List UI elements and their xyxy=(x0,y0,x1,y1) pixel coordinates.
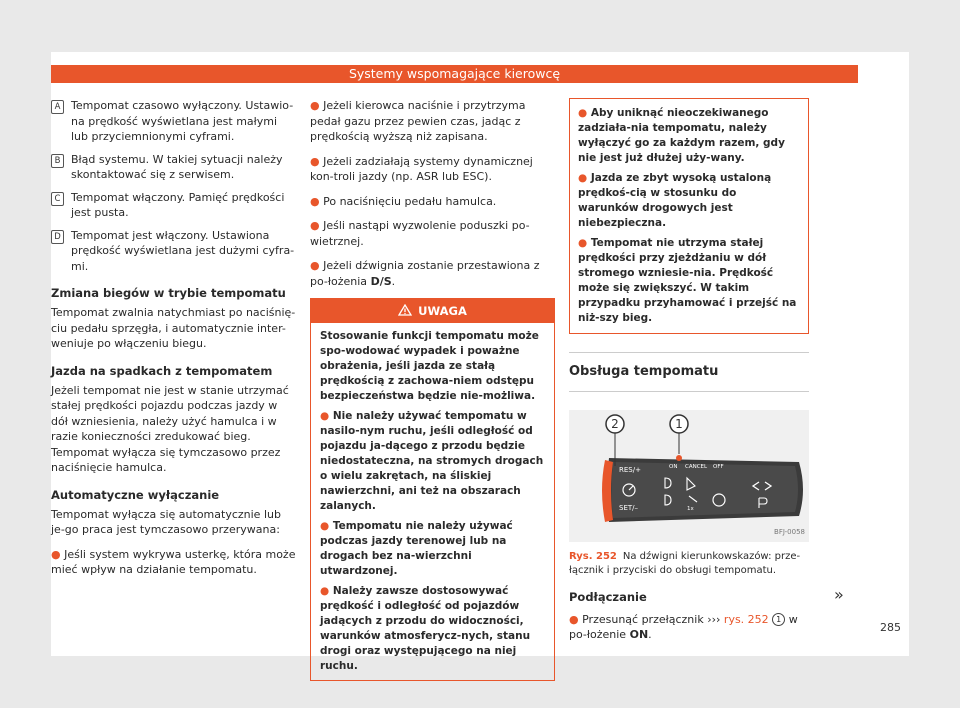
step-text-mid: w po-łożenie xyxy=(569,612,798,641)
bullet-text: Po naciśnięciu pedału hamulca. xyxy=(323,194,497,208)
cruise-lever-illustration xyxy=(569,410,809,542)
legend-item-b xyxy=(51,152,296,183)
legend-text: Błąd systemu. W takiej sytuacji należy skontaktować się z serwisem. xyxy=(71,152,283,181)
bullet-item xyxy=(310,218,555,249)
warning-bullet xyxy=(320,409,546,514)
bullet-icon: ● xyxy=(310,154,320,168)
header-title: Systemy wspomagające kierowcę xyxy=(348,66,561,81)
switch-position: ON xyxy=(629,628,649,641)
set-minus-label: SET/– xyxy=(619,504,639,512)
bullet-icon: ● xyxy=(578,237,588,249)
step-end: . xyxy=(648,628,652,641)
letter-badge: C xyxy=(51,192,64,206)
on-label: ON xyxy=(669,464,678,470)
warning-box-continued xyxy=(569,98,809,334)
legend-text: Tempomat jest włączony. Ustawiona prędkość wyświetlana jest dużymi cyfra-mi. xyxy=(71,228,295,273)
bullet-icon: ● xyxy=(578,172,588,184)
bullet-icon: ● xyxy=(310,219,320,232)
warning-bullet xyxy=(320,519,546,579)
gear-position-value: D/S xyxy=(370,274,392,288)
figure-code: BFJ-0058 xyxy=(774,527,805,536)
warning-bullet xyxy=(578,236,800,326)
warning-header xyxy=(311,299,554,323)
legend-text: Tempomat czasowo wyłączony. Ustawio-na prędkość wyświetlana jest małymi lub przyciemnionymi cyframi. xyxy=(71,99,294,143)
legend-item-c xyxy=(51,190,296,221)
bullet-item xyxy=(310,154,555,185)
cancel-label: CANCEL xyxy=(685,464,708,470)
page-number: 285 xyxy=(880,621,901,634)
warning-bullet xyxy=(320,584,546,674)
press-once-label: 1x xyxy=(687,506,694,512)
paragraph-auto-off: Tempomat wyłącza się automatycznie lub je-go praca jest tymczasowo przerywana: xyxy=(51,507,281,536)
heading-auto-off: Automatyczne wyłączanie xyxy=(51,487,220,502)
subheading-connect: Podłączanie xyxy=(569,590,647,604)
figure-reference-link[interactable]: rys. 252 xyxy=(723,612,769,626)
bullet-text: Jeżeli zadziałają systemy dynamicznej kon-troli jazdy (np. ASR lub ESC). xyxy=(310,154,533,183)
bullet-icon: ● xyxy=(569,612,579,626)
warning-bullet xyxy=(578,106,800,166)
bullet-text: Jeżeli dźwignia zostanie przestawiona z po-łożenia xyxy=(310,259,540,288)
step-item xyxy=(569,612,809,643)
bullet-item xyxy=(310,98,555,145)
bullet-icon: ● xyxy=(310,99,320,112)
warning-bullet-text: Tempomatu nie należy używać podczas jazdy terenowej lub na drogach bez na-wierzchni utwardzonej. xyxy=(320,520,513,577)
bullet-icon: ● xyxy=(310,259,320,272)
caption-text: Na dźwigni kierunkowskazów: prze-łącznik i przyciski do obsługi tempomatu. xyxy=(569,551,801,576)
paragraph-gear-change: Tempomat zwalnia natychmiast po naciśnię-ciu pedału sprzęgła, i automatycznie inter-weniuje po włączeniu biegu. xyxy=(51,306,296,350)
warning-box xyxy=(310,298,555,681)
page-header xyxy=(51,65,858,83)
bullet-item xyxy=(51,547,296,578)
callout-ref-1: 1 xyxy=(772,613,785,626)
callout-2: 2 xyxy=(611,417,619,431)
bullet-icon: ● xyxy=(51,547,61,561)
off-label: OFF xyxy=(713,464,724,470)
warning-intro: Stosowanie funkcji tempomatu może spo-wodować wypadek i poważne obrażenia, jeśli jazda ze stałą prędkością z zachowa-niem odstępu bezpieczeństwa będzie nie-możliwa. xyxy=(320,330,539,402)
ref-arrows: ››› xyxy=(707,612,721,626)
bullet-icon: ● xyxy=(320,520,330,532)
figure-cruise-lever xyxy=(569,410,809,542)
warning-triangle-icon xyxy=(398,304,412,316)
figure-label: Rys. 252 xyxy=(569,551,617,562)
bullet-item xyxy=(310,258,555,289)
legend-text: Tempomat włączony. Pamięć prędkości jest pusta. xyxy=(71,190,285,219)
bullet-icon: ● xyxy=(320,410,330,422)
legend-item-a xyxy=(51,98,296,145)
warning-bullet-text: Należy zawsze dostosowywać prędkość i odległość od pojazdów jadących z przodu do widoczności, warunków atmosferycz-nych, stanu drogi oraz występującego na niej ruchu. xyxy=(320,585,531,672)
heading-gear-change: Zmiana biegów w trybie tempomatu xyxy=(51,286,286,300)
warning-bullet-text: Tempomat nie utrzyma stałej prędkości przy zjeżdżaniu w dół stromego wzniesie-nia. Prędkość może się zwiększyć. W takim przypadku przyhamować i przejść na niż-szy bieg. xyxy=(578,237,797,324)
bullet-item xyxy=(310,194,555,210)
heading-downhill: Jazda na spadkach z tempomatem xyxy=(51,363,273,378)
bullet-text: Jeśli system wykrywa usterkę, która może mieć wpływ na działanie tempomatu. xyxy=(51,547,296,576)
warning-bullet-text: Aby uniknąć nieoczekiwanego zadziała-nia tempomatu, należy wyłączyć go za każdym razem, gdy nie jest już dłużej uży-wany. xyxy=(578,107,785,164)
paragraph-downhill: Jeżeli tempomat nie jest w stanie utrzymać stałej prędkości pojazdu podczas jazdy w dół wzniesienia, należy użyć hamulca i w razie konieczności zredukować bieg. Tempomat wyłącza się tymczasowo przez naciśnięcie hamulca. xyxy=(51,383,289,474)
warning-title: UWAGA xyxy=(418,304,467,318)
callout-1: 1 xyxy=(675,417,683,431)
warning-bullet xyxy=(578,171,800,231)
switch-marker-dot xyxy=(676,455,682,461)
step-text: Przesunąć przełącznik xyxy=(582,612,704,626)
continue-mark: » xyxy=(834,585,844,604)
bullet-icon: ● xyxy=(578,107,588,119)
bullet-text-end: . xyxy=(391,274,396,288)
warning-bullet-text: Nie należy używać tempomatu w nasilo-nym ruchu, jeśli odległość od pojazdu ja-dącego z przodu będzie niedostateczna, na stromych drogach o wielu zakrętach, na śliskiej nawierzchni, ani też na obszarach zalanych. xyxy=(320,410,544,512)
warning-body xyxy=(311,323,554,680)
section-title: Obsługa tempomatu xyxy=(569,352,809,392)
res-plus-label: RES/+ xyxy=(619,466,641,474)
column-3 xyxy=(569,98,809,652)
bullet-icon: ● xyxy=(310,194,320,208)
legend-item-d xyxy=(51,228,296,275)
bullet-icon: ● xyxy=(320,585,330,597)
column-2 xyxy=(310,98,555,681)
letter-badge: A xyxy=(51,100,64,114)
column-1 xyxy=(51,98,296,587)
figure-caption xyxy=(569,550,809,578)
letter-badge: B xyxy=(51,154,64,168)
warning-bullet-text: Jazda ze zbyt wysoką ustaloną prędkoś-cią w stosunku do warunków drogowych jest niebezpieczna. xyxy=(578,172,772,229)
bullet-text: Jeżeli kierowca naciśnie i przytrzyma pedał gazu przez pewien czas, jadąc z prędkością wyższą niż zapisana. xyxy=(310,99,526,143)
letter-badge: D xyxy=(51,230,64,244)
bullet-text: Jeśli nastąpi wyzwolenie poduszki po-wietrznej. xyxy=(310,219,530,248)
